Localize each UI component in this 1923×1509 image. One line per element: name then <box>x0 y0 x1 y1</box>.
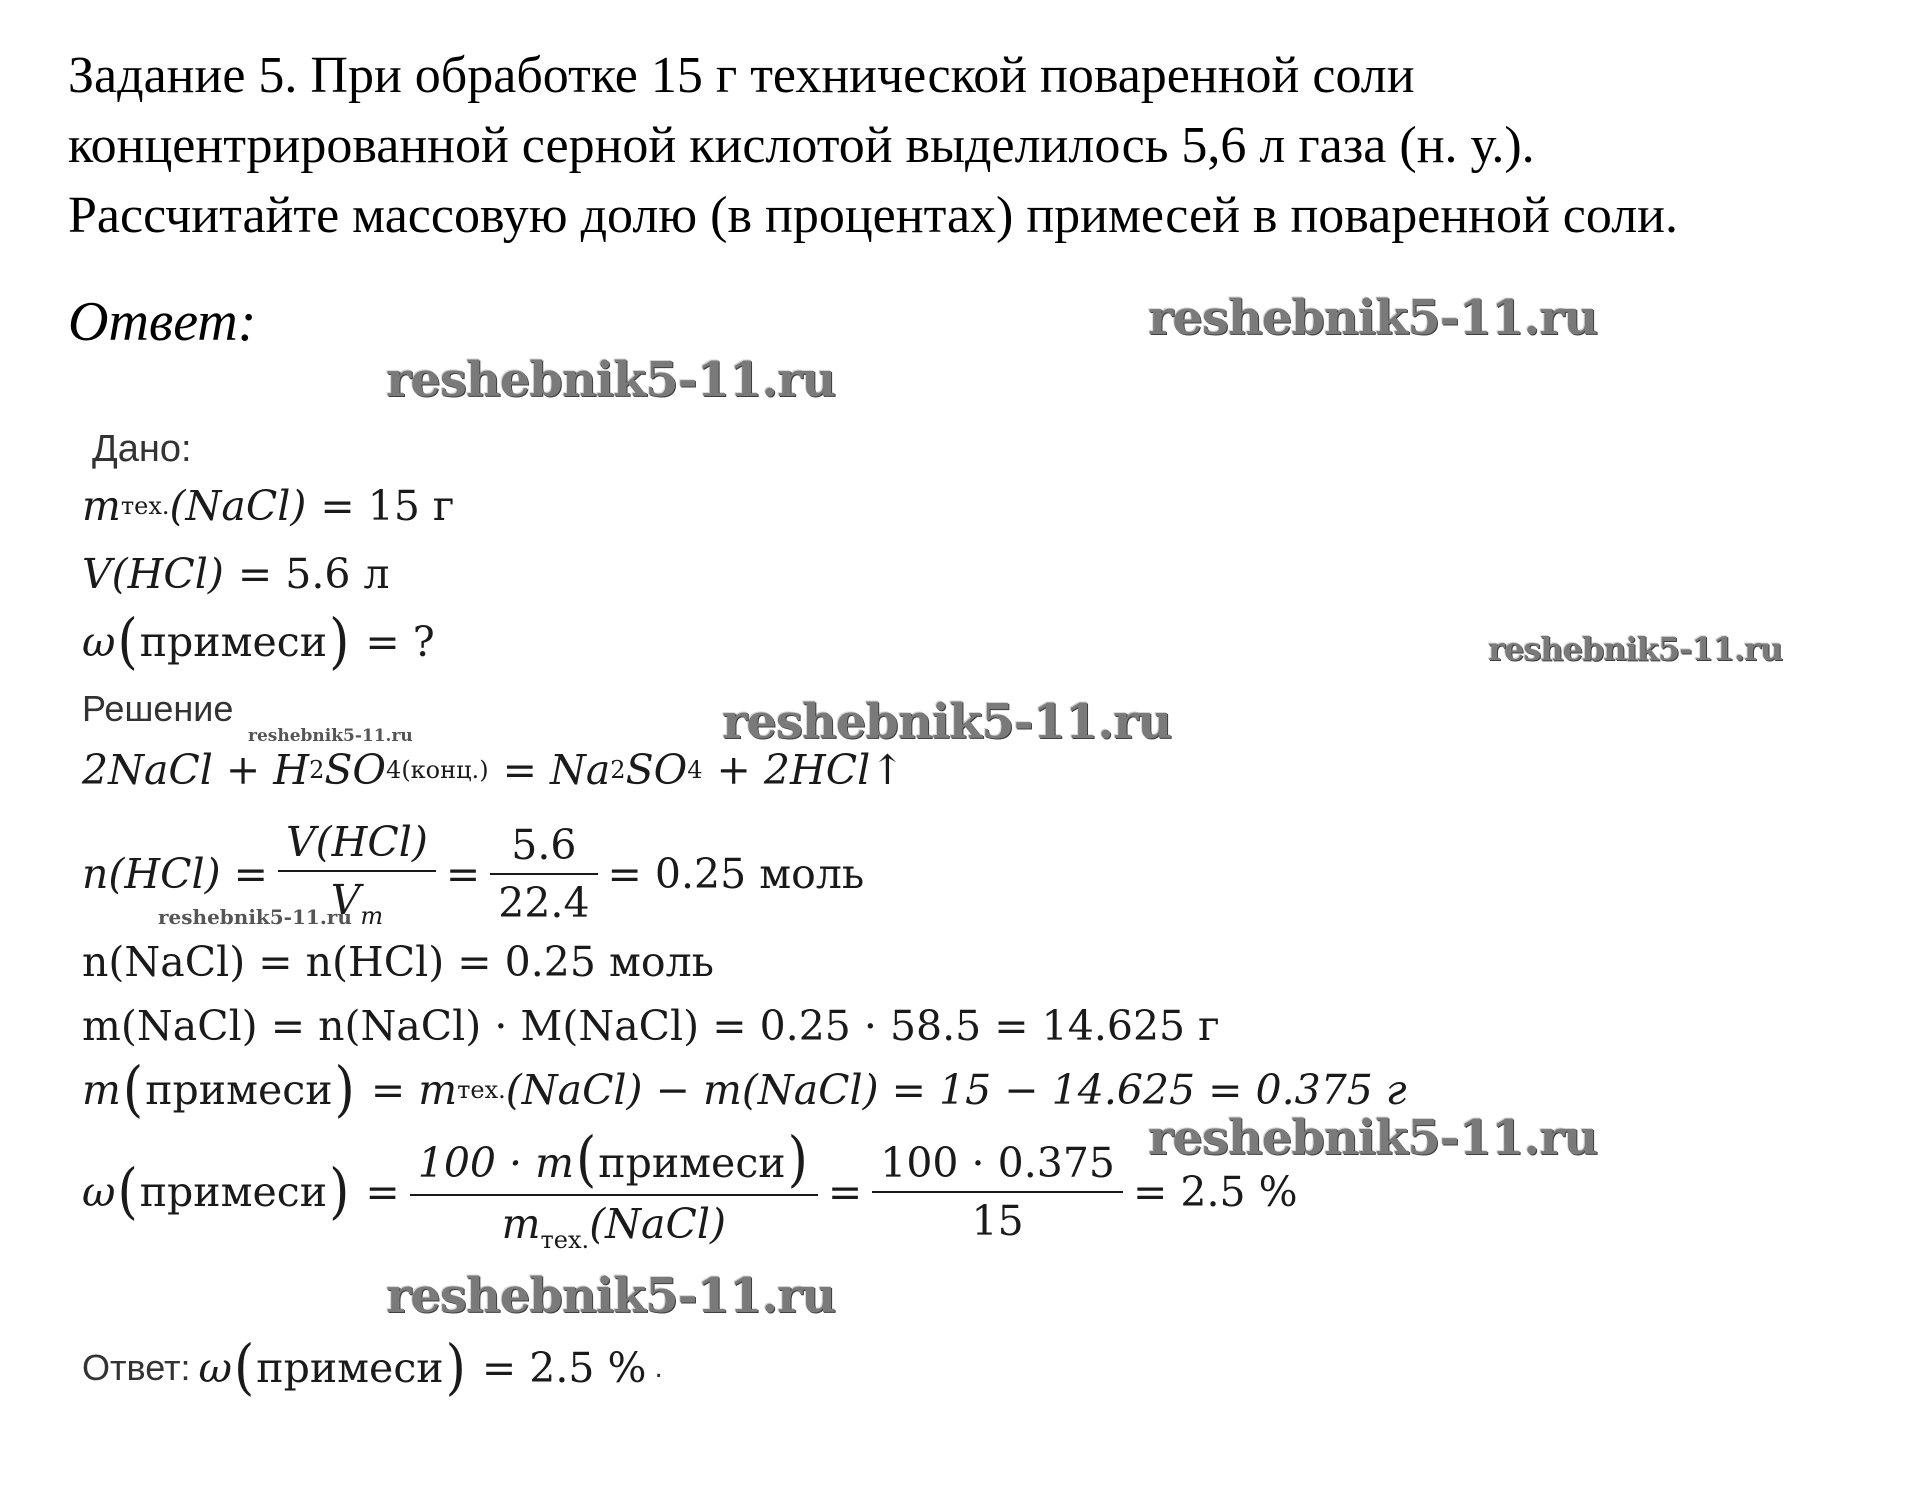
given-omega-value: = ? <box>365 618 435 666</box>
fraction-bar <box>872 1191 1123 1193</box>
final-omega: ω <box>198 1344 232 1392</box>
given-volume <box>82 550 390 598</box>
equals-sign: = <box>827 1168 863 1216</box>
den-arg: (NaCl) <box>589 1200 726 1248</box>
given-omega: ω <box>82 618 116 666</box>
eq-sub: 2 <box>610 756 626 784</box>
eq-so: SO <box>324 746 387 794</box>
given-mass-arg: (NaCl) <box>169 482 307 530</box>
m-nacl-line: m(NaCl) = n(NaCl) · M(NaCl) = 0.25 · 58.5 = 14.625 г <box>82 1002 1220 1050</box>
eq-sub: 2 <box>309 756 325 784</box>
watermark: reshebnik5-11.ru <box>1488 630 1783 668</box>
watermark: reshebnik5-11.ru <box>386 352 836 408</box>
eq-right: SO <box>625 746 688 794</box>
given-fraction: ω ( примеси ) = ? <box>82 607 435 677</box>
equals-sign: = <box>445 850 481 898</box>
den-v: V <box>330 876 361 924</box>
given-mass-sub: тех. <box>120 492 170 520</box>
solution-title: Решение <box>82 688 234 729</box>
final-arg: примеси <box>256 1344 444 1392</box>
watermark: reshebnik5-11.ru <box>722 694 1172 750</box>
n-hcl-numeric-fraction <box>490 821 597 927</box>
eq-left: 2NaCl + H <box>82 746 310 794</box>
final-dot: . <box>654 1351 663 1384</box>
fraction-bar <box>278 870 436 872</box>
fraction-numerator: 5.6 <box>511 821 577 869</box>
given-mass <box>82 482 454 530</box>
final-value: = 2.5 % <box>481 1344 647 1392</box>
n-nacl-line: n(NaCl) = n(HCl) = 0.25 моль <box>82 938 714 986</box>
fraction-numerator: 100 · 0.375 <box>880 1139 1115 1187</box>
watermark: reshebnik5-11.ru <box>386 1268 836 1324</box>
final-label: Ответ: <box>82 1347 191 1388</box>
given-mass-symbol: m <box>82 482 121 530</box>
task-line-3: Рассчитайте массовую долю (в процентах) примесей в поваренной соли. <box>68 187 1678 244</box>
given-volume-lhs: V(HCl) <box>82 550 224 598</box>
m-impurity-line: m ( примеси ) = m тех. (NaCl) − m(NaCl) = 15 − 14.625 = 0.375 г <box>82 1055 1407 1125</box>
given-volume-value: = 5.6 л <box>237 550 390 598</box>
den-sub: тех. <box>540 1226 590 1254</box>
n-hcl-fraction <box>278 818 436 930</box>
fraction-bar <box>490 873 597 875</box>
fraction-denominator <box>494 1200 734 1254</box>
m-imp-symbol: m <box>82 1066 121 1114</box>
n-hcl-calc <box>82 818 864 930</box>
task-line-2: концентрированной серной кислотой выделилось 5,6 л газа (н. у.). <box>68 117 1535 174</box>
omega-symbol: ω <box>82 1168 116 1216</box>
omega-result: = 2.5 % <box>1133 1168 1298 1216</box>
omega-fraction <box>410 1125 818 1254</box>
given-omega-arg: примеси <box>139 618 328 666</box>
omega-numeric-fraction <box>872 1139 1123 1245</box>
m-imp-arg: примеси <box>145 1066 333 1114</box>
fraction-numerator: V(HCl) <box>286 818 428 866</box>
watermark: reshebnik5-11.ru <box>248 726 413 746</box>
omega-calc: ω ( примеси ) = $\frac{\text{100 · m(примеси)}}{m_{тех.}(NaCl)}$ = $\frac{100 \cdot 0.375}{15}$ = 2.5 % <box>82 1125 1298 1254</box>
den-m: m <box>501 1200 541 1248</box>
fraction-denominator: 15 <box>971 1197 1024 1245</box>
m-imp-mid: = m <box>370 1066 458 1114</box>
final-answer: Ответ: ω ( примеси ) = 2.5 % . <box>82 1333 663 1403</box>
fraction-numerator: 100 · m(примеси) <box>417 1125 808 1195</box>
answer-label: Ответ: <box>68 291 257 353</box>
task-line-1: Задание 5. При обработке 15 г технической поваренной соли <box>68 47 1415 104</box>
eq-right: = Na <box>502 746 611 794</box>
den-sub: m <box>360 902 384 930</box>
eq-right: + 2HCl↑ <box>716 746 905 794</box>
fraction-denominator <box>323 876 391 930</box>
eq-sub: 4(конц.) <box>386 756 489 784</box>
given-title: Дано: <box>92 428 192 470</box>
eq-sub: 4 <box>687 756 703 784</box>
omega-arg: примеси <box>139 1168 328 1216</box>
equals-sign: = <box>365 1168 400 1216</box>
watermark: reshebnik5-11.ru <box>158 905 352 929</box>
fraction-bar <box>410 1194 818 1196</box>
reaction-equation <box>82 746 905 794</box>
n-hcl-result: = 0.25 моль <box>607 850 865 898</box>
n-hcl-lhs: n(HCl) = <box>82 850 269 898</box>
watermark: reshebnik5-11.ru <box>1148 1110 1598 1166</box>
m-imp-rest: (NaCl) − m(NaCl) = 15 − 14.625 = 0.375 г <box>505 1066 1407 1114</box>
given-mass-value: = 15 г <box>320 482 455 530</box>
fraction-denominator: 22.4 <box>498 879 590 927</box>
watermark: reshebnik5-11.ru <box>1148 290 1598 346</box>
num-arg: примеси <box>598 1139 786 1187</box>
num-a: 100 · m <box>417 1139 574 1187</box>
m-imp-sub: тех. <box>457 1076 506 1104</box>
